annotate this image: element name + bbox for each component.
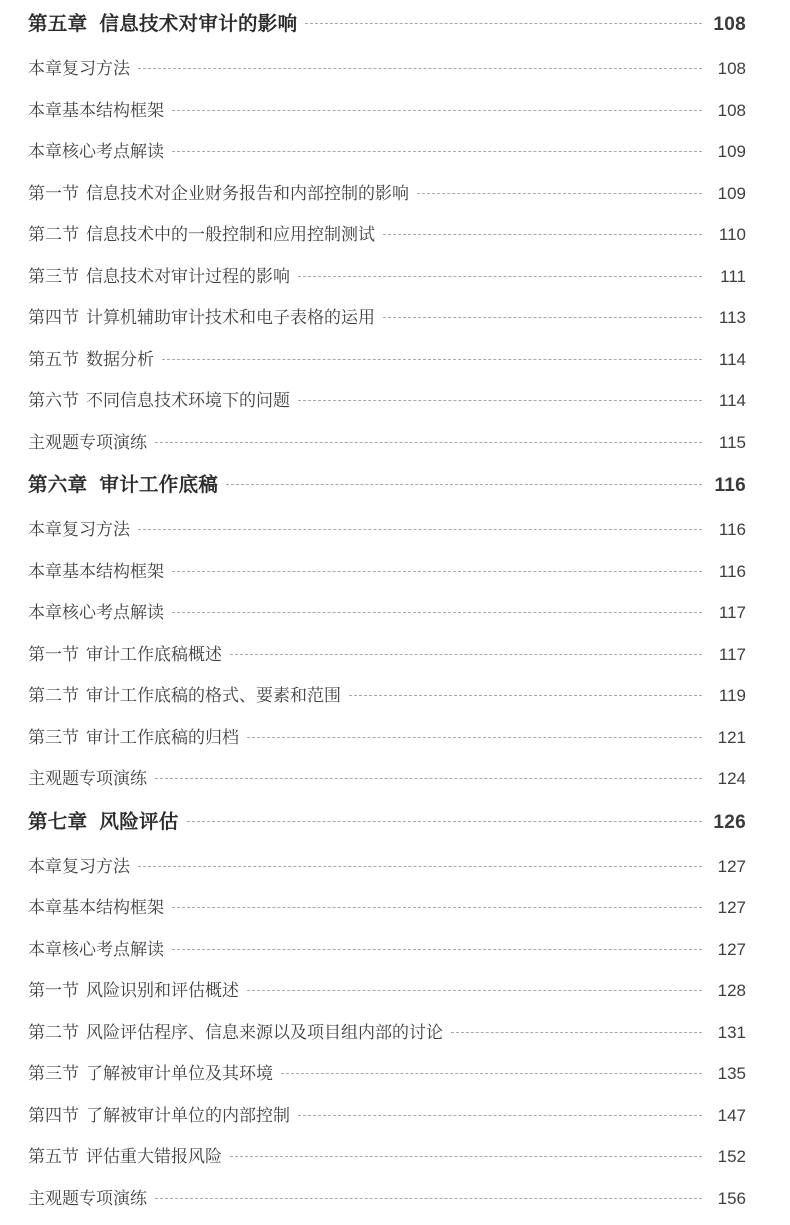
toc-page-number: 135 xyxy=(710,1064,746,1084)
toc-entry-text: 本章复习方法 xyxy=(28,520,130,539)
toc-entry-row[interactable] xyxy=(28,681,746,723)
toc-entry-row[interactable] xyxy=(28,220,746,262)
dot-leader xyxy=(230,1156,702,1157)
toc-page-number: 111 xyxy=(710,267,746,287)
toc-section-label: 第一节 xyxy=(28,645,79,664)
toc-page-number: 152 xyxy=(710,1147,746,1167)
toc-entry-row[interactable] xyxy=(28,179,746,221)
toc-entry-row[interactable] xyxy=(28,893,746,935)
toc-entry-title xyxy=(28,345,154,370)
toc-entry-title xyxy=(28,220,375,245)
top-spacer xyxy=(0,0,790,8)
toc-page-number: 109 xyxy=(710,184,746,204)
toc-page-number: 124 xyxy=(710,769,746,789)
toc-entry-row[interactable] xyxy=(28,96,746,138)
toc-entry-row[interactable] xyxy=(28,1059,746,1101)
toc-entry-title xyxy=(28,303,375,328)
toc-chapter-label: 第六章 xyxy=(28,474,87,496)
toc-entry-text: 本章基本结构框架 xyxy=(28,562,164,581)
dot-leader xyxy=(155,778,702,779)
toc-entry-row[interactable] xyxy=(28,137,746,179)
dot-leader xyxy=(349,695,702,696)
toc-entry-row[interactable] xyxy=(28,598,746,640)
toc-page-number: 116 xyxy=(710,562,746,582)
toc-entry-title xyxy=(28,640,222,665)
toc-entry-title xyxy=(28,681,341,706)
toc-page-number: 117 xyxy=(710,603,746,623)
toc-entry-text: 数据分析 xyxy=(86,350,154,369)
dot-leader xyxy=(138,529,702,530)
toc-entry-text: 主观题专项演练 xyxy=(28,433,147,452)
dot-leader xyxy=(383,317,702,318)
toc-entry-text: 本章核心考点解读 xyxy=(28,940,164,959)
dot-leader xyxy=(172,949,702,950)
toc-entry-text: 本章核心考点解读 xyxy=(28,142,164,161)
toc-entry-text: 了解被审计单位及其环境 xyxy=(86,1064,273,1083)
toc-page-number: 114 xyxy=(710,391,746,411)
toc-page-number: 108 xyxy=(710,59,746,79)
dot-leader xyxy=(187,821,702,822)
toc-entry-text: 本章核心考点解读 xyxy=(28,603,164,622)
toc-entry-text: 审计工作底稿概述 xyxy=(86,645,222,664)
toc-entry-title xyxy=(28,1184,147,1209)
toc-entry-row[interactable] xyxy=(28,303,746,345)
toc-entry-title xyxy=(28,8,297,36)
dot-leader xyxy=(172,612,702,613)
toc-entry-title xyxy=(28,806,179,834)
toc-page-number: 128 xyxy=(710,981,746,1001)
dot-leader xyxy=(247,990,702,991)
toc-entry-text: 本章基本结构框架 xyxy=(28,898,164,917)
toc-entry-title xyxy=(28,96,164,121)
toc-entry-text: 审计工作底稿的归档 xyxy=(86,728,239,747)
toc-page-number: 109 xyxy=(710,142,746,162)
toc-section-label: 第一节 xyxy=(28,184,79,203)
dot-leader xyxy=(138,866,702,867)
toc-section-label: 第三节 xyxy=(28,728,79,747)
toc-section-label: 第三节 xyxy=(28,1064,79,1083)
toc-entry-title xyxy=(28,515,130,540)
dot-leader xyxy=(172,151,702,152)
toc-entry-text: 信息技术对企业财务报告和内部控制的影响 xyxy=(86,184,409,203)
toc-entry-text: 主观题专项演练 xyxy=(28,769,147,788)
toc-entry-row[interactable] xyxy=(28,557,746,599)
toc-entry-row[interactable] xyxy=(28,515,746,557)
toc-page-number: 127 xyxy=(710,857,746,877)
toc-chapter-row[interactable] xyxy=(28,469,746,515)
toc-entry-text: 本章基本结构框架 xyxy=(28,101,164,120)
toc-page-number: 127 xyxy=(710,940,746,960)
dot-leader xyxy=(172,110,702,111)
toc-entry-row[interactable] xyxy=(28,428,746,470)
toc-entry-row[interactable] xyxy=(28,723,746,765)
toc-entry-text: 信息技术中的一般控制和应用控制测试 xyxy=(86,225,375,244)
toc-page-number: 116 xyxy=(710,520,746,540)
toc-entry-text: 计算机辅助审计技术和电子表格的运用 xyxy=(86,308,375,327)
toc-entry-title xyxy=(28,935,164,960)
table-of-contents xyxy=(0,8,790,1225)
dot-leader xyxy=(155,442,702,443)
dot-leader xyxy=(230,654,702,655)
toc-entry-text: 不同信息技术环境下的问题 xyxy=(86,391,290,410)
toc-entry-text: 风险识别和评估概述 xyxy=(86,981,239,1000)
toc-entry-title xyxy=(28,976,239,1001)
toc-entry-title xyxy=(28,428,147,453)
toc-chapter-row[interactable] xyxy=(28,806,746,852)
toc-entry-text: 主观题专项演练 xyxy=(28,1189,147,1208)
toc-entry-title xyxy=(28,1142,222,1167)
toc-section-label: 第二节 xyxy=(28,225,79,244)
toc-entry-text: 审计工作底稿的格式、要素和范围 xyxy=(86,686,341,705)
toc-entry-row[interactable] xyxy=(28,640,746,682)
toc-entry-row[interactable] xyxy=(28,345,746,387)
toc-chapter-label: 第五章 xyxy=(28,13,87,35)
toc-entry-row[interactable] xyxy=(28,1018,746,1060)
dot-leader xyxy=(281,1073,702,1074)
dot-leader xyxy=(305,23,702,24)
dot-leader xyxy=(172,571,702,572)
toc-entry-text: 本章复习方法 xyxy=(28,59,130,78)
toc-entry-title xyxy=(28,598,164,623)
dot-leader xyxy=(417,193,702,194)
toc-page-number: 126 xyxy=(710,812,746,834)
toc-entry-row[interactable] xyxy=(28,1101,746,1143)
toc-entry-title xyxy=(28,262,290,287)
toc-page-number: 113 xyxy=(710,308,746,328)
toc-entry-text: 风险评估程序、信息来源以及项目组内部的讨论 xyxy=(86,1023,443,1042)
dot-leader xyxy=(247,737,702,738)
toc-section-label: 第六节 xyxy=(28,391,79,410)
toc-page-number: 156 xyxy=(710,1189,746,1209)
toc-chapter-row[interactable] xyxy=(28,8,746,54)
toc-page-number: 119 xyxy=(710,686,746,706)
dot-leader xyxy=(298,400,702,401)
toc-page-number: 114 xyxy=(710,350,746,370)
toc-entry-row[interactable] xyxy=(28,935,746,977)
dot-leader xyxy=(298,1115,702,1116)
toc-entry-title xyxy=(28,386,290,411)
toc-entry-title xyxy=(28,137,164,162)
toc-entry-text: 信息技术对审计过程的影响 xyxy=(86,267,290,286)
toc-section-label: 第五节 xyxy=(28,350,79,369)
toc-entry-row[interactable] xyxy=(28,54,746,96)
dot-leader xyxy=(172,907,702,908)
toc-entry-row[interactable] xyxy=(28,262,746,304)
toc-entry-text: 审计工作底稿 xyxy=(99,474,218,496)
dot-leader xyxy=(138,68,702,69)
toc-entry-text: 信息技术对审计的影响 xyxy=(99,13,297,35)
toc-page-number: 108 xyxy=(710,101,746,121)
dot-leader xyxy=(155,1198,702,1199)
toc-page-number: 131 xyxy=(710,1023,746,1043)
toc-section-label: 第二节 xyxy=(28,1023,79,1042)
toc-section-label: 第四节 xyxy=(28,308,79,327)
toc-entry-row[interactable] xyxy=(28,976,746,1018)
toc-page-number: 108 xyxy=(710,14,746,36)
toc-entry-title xyxy=(28,1059,273,1084)
toc-entry-text: 风险评估 xyxy=(99,811,178,833)
toc-section-label: 第五节 xyxy=(28,1147,79,1166)
toc-page-number: 127 xyxy=(710,898,746,918)
toc-page-number: 121 xyxy=(710,728,746,748)
toc-entry-title xyxy=(28,1101,290,1126)
toc-page-number: 110 xyxy=(710,225,746,245)
toc-entry-title xyxy=(28,852,130,877)
toc-entry-title xyxy=(28,469,218,497)
toc-entry-title xyxy=(28,764,147,789)
dot-leader xyxy=(162,359,702,360)
toc-section-label: 第四节 xyxy=(28,1106,79,1125)
toc-entry-text: 本章复习方法 xyxy=(28,857,130,876)
toc-entry-title xyxy=(28,893,164,918)
toc-entry-title xyxy=(28,723,239,748)
toc-entry-row[interactable] xyxy=(28,852,746,894)
toc-entry-text: 评估重大错报风险 xyxy=(86,1147,222,1166)
toc-page-number: 147 xyxy=(710,1106,746,1126)
toc-section-label: 第一节 xyxy=(28,981,79,1000)
toc-entry-title xyxy=(28,557,164,582)
toc-entry-title xyxy=(28,54,130,79)
toc-entry-title xyxy=(28,179,409,204)
toc-page-number: 117 xyxy=(710,645,746,665)
dot-leader xyxy=(383,234,702,235)
toc-entry-row[interactable] xyxy=(28,764,746,806)
toc-entry-row[interactable] xyxy=(28,1142,746,1184)
toc-entry-row[interactable] xyxy=(28,386,746,428)
toc-entry-text: 了解被审计单位的内部控制 xyxy=(86,1106,290,1125)
toc-chapter-label: 第七章 xyxy=(28,811,87,833)
dot-leader xyxy=(226,484,702,485)
toc-page-number: 116 xyxy=(710,475,746,497)
toc-section-label: 第三节 xyxy=(28,267,79,286)
toc-entry-title xyxy=(28,1018,443,1043)
toc-section-label: 第二节 xyxy=(28,686,79,705)
toc-page-number: 115 xyxy=(710,433,746,453)
dot-leader xyxy=(451,1032,702,1033)
dot-leader xyxy=(298,276,702,277)
